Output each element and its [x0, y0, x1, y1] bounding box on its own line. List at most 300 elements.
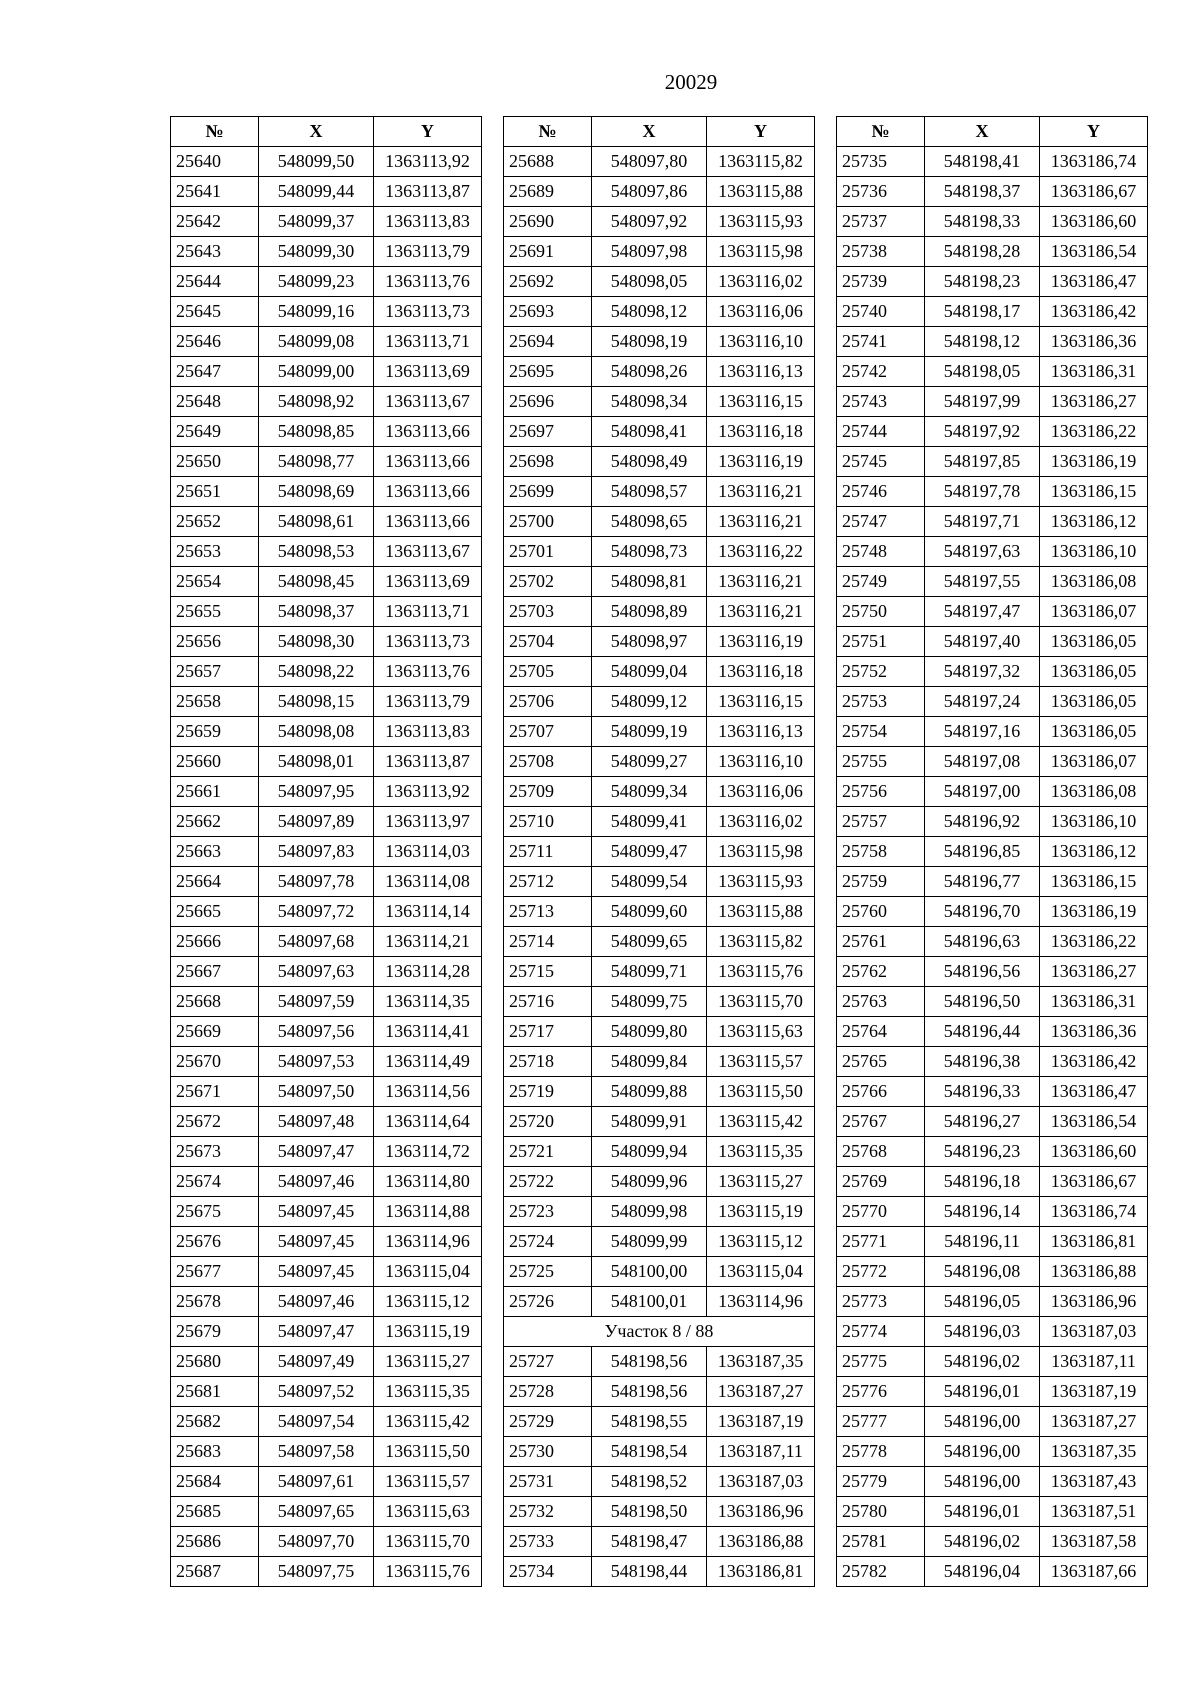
coord-y: 1363113,87 — [374, 747, 482, 777]
coord-y: 1363186,88 — [1040, 1257, 1148, 1287]
point-number: 25710 — [504, 807, 592, 837]
coord-x: 548098,41 — [592, 417, 707, 447]
table-row — [504, 447, 815, 477]
point-number: 25650 — [171, 447, 259, 477]
point-number: 25752 — [837, 657, 925, 687]
table-row — [171, 417, 482, 447]
coord-y: 1363186,81 — [1040, 1227, 1148, 1257]
point-number: 25667 — [171, 957, 259, 987]
point-number: 25717 — [504, 1017, 592, 1047]
point-number: 25739 — [837, 267, 925, 297]
table-row — [171, 1197, 482, 1227]
coord-x: 548097,54 — [259, 1407, 374, 1437]
coord-x: 548099,37 — [259, 207, 374, 237]
coord-y: 1363186,74 — [1040, 147, 1148, 177]
table-row — [837, 1107, 1148, 1137]
point-number: 25683 — [171, 1437, 259, 1467]
header-x: X — [925, 117, 1040, 147]
table-row — [504, 567, 815, 597]
point-number: 25656 — [171, 627, 259, 657]
table-row — [837, 1017, 1148, 1047]
point-number: 25693 — [504, 297, 592, 327]
table-row — [504, 1137, 815, 1167]
point-number: 25766 — [837, 1077, 925, 1107]
point-number: 25659 — [171, 717, 259, 747]
coord-x: 548100,01 — [592, 1287, 707, 1317]
coord-x: 548097,86 — [592, 177, 707, 207]
point-number: 25770 — [837, 1197, 925, 1227]
coord-y: 1363186,12 — [1040, 837, 1148, 867]
point-number: 25694 — [504, 327, 592, 357]
coord-y: 1363187,58 — [1040, 1527, 1148, 1557]
coord-x: 548098,69 — [259, 477, 374, 507]
table-row — [504, 507, 815, 537]
coord-x: 548099,98 — [592, 1197, 707, 1227]
point-number: 25673 — [171, 1137, 259, 1167]
point-number: 25674 — [171, 1167, 259, 1197]
point-number: 25740 — [837, 297, 925, 327]
table-row — [504, 207, 815, 237]
coord-x: 548196,01 — [925, 1377, 1040, 1407]
point-number: 25728 — [504, 1377, 592, 1407]
coord-y: 1363186,42 — [1040, 297, 1148, 327]
table-row — [837, 537, 1148, 567]
coord-x: 548196,44 — [925, 1017, 1040, 1047]
coordinates-table-1 — [170, 116, 482, 1587]
table-row — [171, 267, 482, 297]
table-row — [837, 1227, 1148, 1257]
table-header-row — [504, 117, 815, 147]
coord-y: 1363186,15 — [1040, 867, 1148, 897]
table-row — [504, 957, 815, 987]
table-row — [504, 627, 815, 657]
table-row — [504, 147, 815, 177]
coord-y: 1363115,50 — [707, 1077, 815, 1107]
coord-x: 548097,63 — [259, 957, 374, 987]
coord-y: 1363187,35 — [707, 1347, 815, 1377]
coord-x: 548196,23 — [925, 1137, 1040, 1167]
header-num: № — [837, 117, 925, 147]
coord-y: 1363116,21 — [707, 507, 815, 537]
point-number: 25741 — [837, 327, 925, 357]
coord-y: 1363116,21 — [707, 597, 815, 627]
coord-y: 1363187,03 — [1040, 1317, 1148, 1347]
point-number: 25701 — [504, 537, 592, 567]
point-number: 25644 — [171, 267, 259, 297]
section-row — [504, 1317, 815, 1347]
table-row — [504, 1287, 815, 1317]
table-row — [837, 687, 1148, 717]
point-number: 25767 — [837, 1107, 925, 1137]
coord-y: 1363116,15 — [707, 687, 815, 717]
point-number: 25755 — [837, 747, 925, 777]
table-row — [504, 1047, 815, 1077]
table-row — [171, 1467, 482, 1497]
table-row — [837, 147, 1148, 177]
coord-y: 1363186,88 — [707, 1527, 815, 1557]
coord-x: 548099,80 — [592, 1017, 707, 1047]
coord-y: 1363114,35 — [374, 987, 482, 1017]
coord-y: 1363186,81 — [707, 1557, 815, 1587]
point-number: 25643 — [171, 237, 259, 267]
coord-x: 548198,56 — [592, 1347, 707, 1377]
table-row — [171, 597, 482, 627]
coord-y: 1363186,22 — [1040, 927, 1148, 957]
coord-y: 1363113,92 — [374, 147, 482, 177]
coord-y: 1363115,70 — [374, 1527, 482, 1557]
coord-y: 1363115,63 — [707, 1017, 815, 1047]
table-row — [171, 777, 482, 807]
coord-y: 1363186,54 — [1040, 237, 1148, 267]
table-row — [837, 1557, 1148, 1587]
point-number: 25703 — [504, 597, 592, 627]
coord-y: 1363187,27 — [707, 1377, 815, 1407]
coord-y: 1363113,73 — [374, 627, 482, 657]
point-number: 25750 — [837, 597, 925, 627]
coord-x: 548097,65 — [259, 1497, 374, 1527]
point-number: 25725 — [504, 1257, 592, 1287]
table-row — [171, 177, 482, 207]
coord-x: 548098,77 — [259, 447, 374, 477]
coord-x: 548097,49 — [259, 1347, 374, 1377]
point-number: 25756 — [837, 777, 925, 807]
coord-x: 548099,71 — [592, 957, 707, 987]
coord-x: 548197,78 — [925, 477, 1040, 507]
coord-y: 1363113,73 — [374, 297, 482, 327]
point-number: 25774 — [837, 1317, 925, 1347]
table-row — [504, 597, 815, 627]
point-number: 25732 — [504, 1497, 592, 1527]
coord-y: 1363186,05 — [1040, 717, 1148, 747]
coord-x: 548098,05 — [592, 267, 707, 297]
table-row — [504, 297, 815, 327]
coord-x: 548099,08 — [259, 327, 374, 357]
point-number: 25768 — [837, 1137, 925, 1167]
table-row — [837, 1377, 1148, 1407]
coord-y: 1363115,98 — [707, 837, 815, 867]
point-number: 25697 — [504, 417, 592, 447]
table-row — [837, 987, 1148, 1017]
coord-x: 548198,47 — [592, 1527, 707, 1557]
header-y: Y — [374, 117, 482, 147]
coord-x: 548198,55 — [592, 1407, 707, 1437]
point-number: 25691 — [504, 237, 592, 267]
table-row — [504, 1227, 815, 1257]
coord-x: 548099,60 — [592, 897, 707, 927]
coord-x: 548198,33 — [925, 207, 1040, 237]
coord-y: 1363116,22 — [707, 537, 815, 567]
coord-y: 1363116,18 — [707, 417, 815, 447]
coord-x: 548196,08 — [925, 1257, 1040, 1287]
coord-y: 1363186,05 — [1040, 657, 1148, 687]
point-number: 25709 — [504, 777, 592, 807]
table-row — [171, 327, 482, 357]
table-row — [171, 1227, 482, 1257]
point-number: 25737 — [837, 207, 925, 237]
table-row — [171, 987, 482, 1017]
point-number: 25711 — [504, 837, 592, 867]
coord-y: 1363186,96 — [707, 1497, 815, 1527]
point-number: 25706 — [504, 687, 592, 717]
table-row — [171, 897, 482, 927]
coord-y: 1363114,41 — [374, 1017, 482, 1047]
coord-y: 1363115,12 — [374, 1287, 482, 1317]
coord-x: 548097,50 — [259, 1077, 374, 1107]
point-number: 25749 — [837, 567, 925, 597]
coord-x: 548197,24 — [925, 687, 1040, 717]
coord-y: 1363187,43 — [1040, 1467, 1148, 1497]
table-row — [171, 1527, 482, 1557]
point-number: 25751 — [837, 627, 925, 657]
point-number: 25664 — [171, 867, 259, 897]
table-row — [171, 537, 482, 567]
table-row — [171, 687, 482, 717]
point-number: 25651 — [171, 477, 259, 507]
coord-y: 1363187,27 — [1040, 1407, 1148, 1437]
table-row — [171, 507, 482, 537]
coord-x: 548099,23 — [259, 267, 374, 297]
point-number: 25753 — [837, 687, 925, 717]
coord-y: 1363114,03 — [374, 837, 482, 867]
coord-y: 1363116,06 — [707, 297, 815, 327]
point-number: 25764 — [837, 1017, 925, 1047]
table-row — [837, 927, 1148, 957]
coord-y: 1363114,28 — [374, 957, 482, 987]
table-row — [837, 327, 1148, 357]
coord-x: 548097,98 — [592, 237, 707, 267]
coord-y: 1363186,67 — [1040, 177, 1148, 207]
table-row — [504, 1167, 815, 1197]
coord-x: 548197,32 — [925, 657, 1040, 687]
point-number: 25730 — [504, 1437, 592, 1467]
coord-y: 1363115,88 — [707, 177, 815, 207]
coord-x: 548097,83 — [259, 837, 374, 867]
table-row — [837, 1497, 1148, 1527]
coord-x: 548198,17 — [925, 297, 1040, 327]
table-row — [171, 1497, 482, 1527]
point-number: 25681 — [171, 1377, 259, 1407]
coord-x: 548196,70 — [925, 897, 1040, 927]
coord-y: 1363114,88 — [374, 1197, 482, 1227]
table-row — [504, 267, 815, 297]
coordinates-table-2 — [503, 116, 815, 1587]
coord-y: 1363115,82 — [707, 147, 815, 177]
coord-y: 1363113,67 — [374, 537, 482, 567]
header-num: № — [171, 117, 259, 147]
coord-x: 548198,56 — [592, 1377, 707, 1407]
table-row — [171, 1287, 482, 1317]
coord-x: 548198,54 — [592, 1437, 707, 1467]
coord-x: 548098,53 — [259, 537, 374, 567]
table-row — [837, 1437, 1148, 1467]
point-number: 25782 — [837, 1557, 925, 1587]
point-number: 25680 — [171, 1347, 259, 1377]
table-row — [171, 387, 482, 417]
point-number: 25777 — [837, 1407, 925, 1437]
point-number: 25769 — [837, 1167, 925, 1197]
coord-x: 548198,23 — [925, 267, 1040, 297]
table-row — [171, 147, 482, 177]
point-number: 25665 — [171, 897, 259, 927]
point-number: 25771 — [837, 1227, 925, 1257]
coord-y: 1363114,72 — [374, 1137, 482, 1167]
coord-y: 1363116,02 — [707, 807, 815, 837]
coord-x: 548196,04 — [925, 1557, 1040, 1587]
table-row — [837, 717, 1148, 747]
point-number: 25682 — [171, 1407, 259, 1437]
coord-x: 548196,02 — [925, 1347, 1040, 1377]
point-number: 25712 — [504, 867, 592, 897]
coord-x: 548097,47 — [259, 1137, 374, 1167]
coord-x: 548198,50 — [592, 1497, 707, 1527]
table-row — [504, 1467, 815, 1497]
coord-x: 548196,77 — [925, 867, 1040, 897]
table-row — [837, 507, 1148, 537]
coord-y: 1363187,19 — [1040, 1377, 1148, 1407]
table-row — [171, 807, 482, 837]
coord-y: 1363116,02 — [707, 267, 815, 297]
coord-y: 1363186,10 — [1040, 807, 1148, 837]
coord-y: 1363115,57 — [374, 1467, 482, 1497]
table-row — [837, 1347, 1148, 1377]
table-row — [837, 657, 1148, 687]
coord-x: 548196,56 — [925, 957, 1040, 987]
point-number: 25715 — [504, 957, 592, 987]
table-row — [837, 237, 1148, 267]
point-number: 25685 — [171, 1497, 259, 1527]
table-row — [504, 1527, 815, 1557]
coord-x: 548099,99 — [592, 1227, 707, 1257]
coord-y: 1363186,22 — [1040, 417, 1148, 447]
coord-x: 548196,03 — [925, 1317, 1040, 1347]
point-number: 25654 — [171, 567, 259, 597]
coord-x: 548196,01 — [925, 1497, 1040, 1527]
coord-x: 548198,37 — [925, 177, 1040, 207]
table-row — [837, 417, 1148, 447]
coord-x: 548099,04 — [592, 657, 707, 687]
table-row — [837, 357, 1148, 387]
page-number: 20029 — [664, 70, 718, 94]
point-number: 25666 — [171, 927, 259, 957]
table-row — [504, 807, 815, 837]
table-row — [837, 597, 1148, 627]
header-y: Y — [1040, 117, 1148, 147]
point-number: 25745 — [837, 447, 925, 477]
coord-y: 1363115,35 — [374, 1377, 482, 1407]
point-number: 25742 — [837, 357, 925, 387]
coord-y: 1363116,21 — [707, 477, 815, 507]
coord-x: 548097,92 — [592, 207, 707, 237]
point-number: 25671 — [171, 1077, 259, 1107]
table-row — [837, 477, 1148, 507]
coord-y: 1363186,05 — [1040, 627, 1148, 657]
coord-y: 1363186,96 — [1040, 1287, 1148, 1317]
header-x: X — [259, 117, 374, 147]
coord-y: 1363115,27 — [374, 1347, 482, 1377]
table-row — [171, 717, 482, 747]
coord-y: 1363116,10 — [707, 327, 815, 357]
coord-y: 1363186,10 — [1040, 537, 1148, 567]
point-number: 25720 — [504, 1107, 592, 1137]
coord-y: 1363116,10 — [707, 747, 815, 777]
coord-y: 1363115,63 — [374, 1497, 482, 1527]
coord-x: 548098,37 — [259, 597, 374, 627]
table-row — [504, 1437, 815, 1467]
coord-x: 548098,19 — [592, 327, 707, 357]
coord-x: 548197,99 — [925, 387, 1040, 417]
coord-y: 1363115,76 — [707, 957, 815, 987]
coord-x: 548197,63 — [925, 537, 1040, 567]
table-row — [171, 567, 482, 597]
point-number: 25676 — [171, 1227, 259, 1257]
point-number: 25677 — [171, 1257, 259, 1287]
coord-y: 1363186,42 — [1040, 1047, 1148, 1077]
table-row — [504, 777, 815, 807]
table-row — [171, 207, 482, 237]
coord-y: 1363186,07 — [1040, 597, 1148, 627]
coord-x: 548097,52 — [259, 1377, 374, 1407]
coord-x: 548098,89 — [592, 597, 707, 627]
coord-x: 548196,11 — [925, 1227, 1040, 1257]
table-row — [171, 1017, 482, 1047]
table-row — [504, 717, 815, 747]
table-row — [504, 687, 815, 717]
point-number: 25747 — [837, 507, 925, 537]
coord-x: 548097,58 — [259, 1437, 374, 1467]
coord-x: 548098,01 — [259, 747, 374, 777]
coord-y: 1363113,66 — [374, 447, 482, 477]
coord-y: 1363113,66 — [374, 507, 482, 537]
coord-x: 548098,15 — [259, 687, 374, 717]
point-number: 25704 — [504, 627, 592, 657]
coord-x: 548097,48 — [259, 1107, 374, 1137]
point-number: 25722 — [504, 1167, 592, 1197]
point-number: 25648 — [171, 387, 259, 417]
coord-y: 1363187,35 — [1040, 1437, 1148, 1467]
point-number: 25646 — [171, 327, 259, 357]
coord-x: 548196,02 — [925, 1527, 1040, 1557]
table-row — [171, 1167, 482, 1197]
coord-y: 1363113,79 — [374, 237, 482, 267]
coord-y: 1363116,13 — [707, 357, 815, 387]
table-row — [504, 1257, 815, 1287]
coord-y: 1363114,64 — [374, 1107, 482, 1137]
table-row — [837, 1287, 1148, 1317]
table-row — [171, 1557, 482, 1587]
coord-x: 548099,96 — [592, 1167, 707, 1197]
coord-y: 1363186,05 — [1040, 687, 1148, 717]
coord-x: 548097,45 — [259, 1227, 374, 1257]
point-number: 25759 — [837, 867, 925, 897]
table-row — [837, 567, 1148, 597]
coord-y: 1363114,21 — [374, 927, 482, 957]
coord-y: 1363114,49 — [374, 1047, 482, 1077]
coord-x: 548098,45 — [259, 567, 374, 597]
point-number: 25690 — [504, 207, 592, 237]
coord-y: 1363187,66 — [1040, 1557, 1148, 1587]
coord-x: 548097,89 — [259, 807, 374, 837]
coord-x: 548097,46 — [259, 1287, 374, 1317]
point-number: 25726 — [504, 1287, 592, 1317]
point-number: 25658 — [171, 687, 259, 717]
coord-y: 1363186,27 — [1040, 387, 1148, 417]
table-row — [504, 387, 815, 417]
coord-y: 1363116,18 — [707, 657, 815, 687]
coord-y: 1363186,60 — [1040, 1137, 1148, 1167]
coord-x: 548100,00 — [592, 1257, 707, 1287]
coord-x: 548197,08 — [925, 747, 1040, 777]
point-number: 25684 — [171, 1467, 259, 1497]
